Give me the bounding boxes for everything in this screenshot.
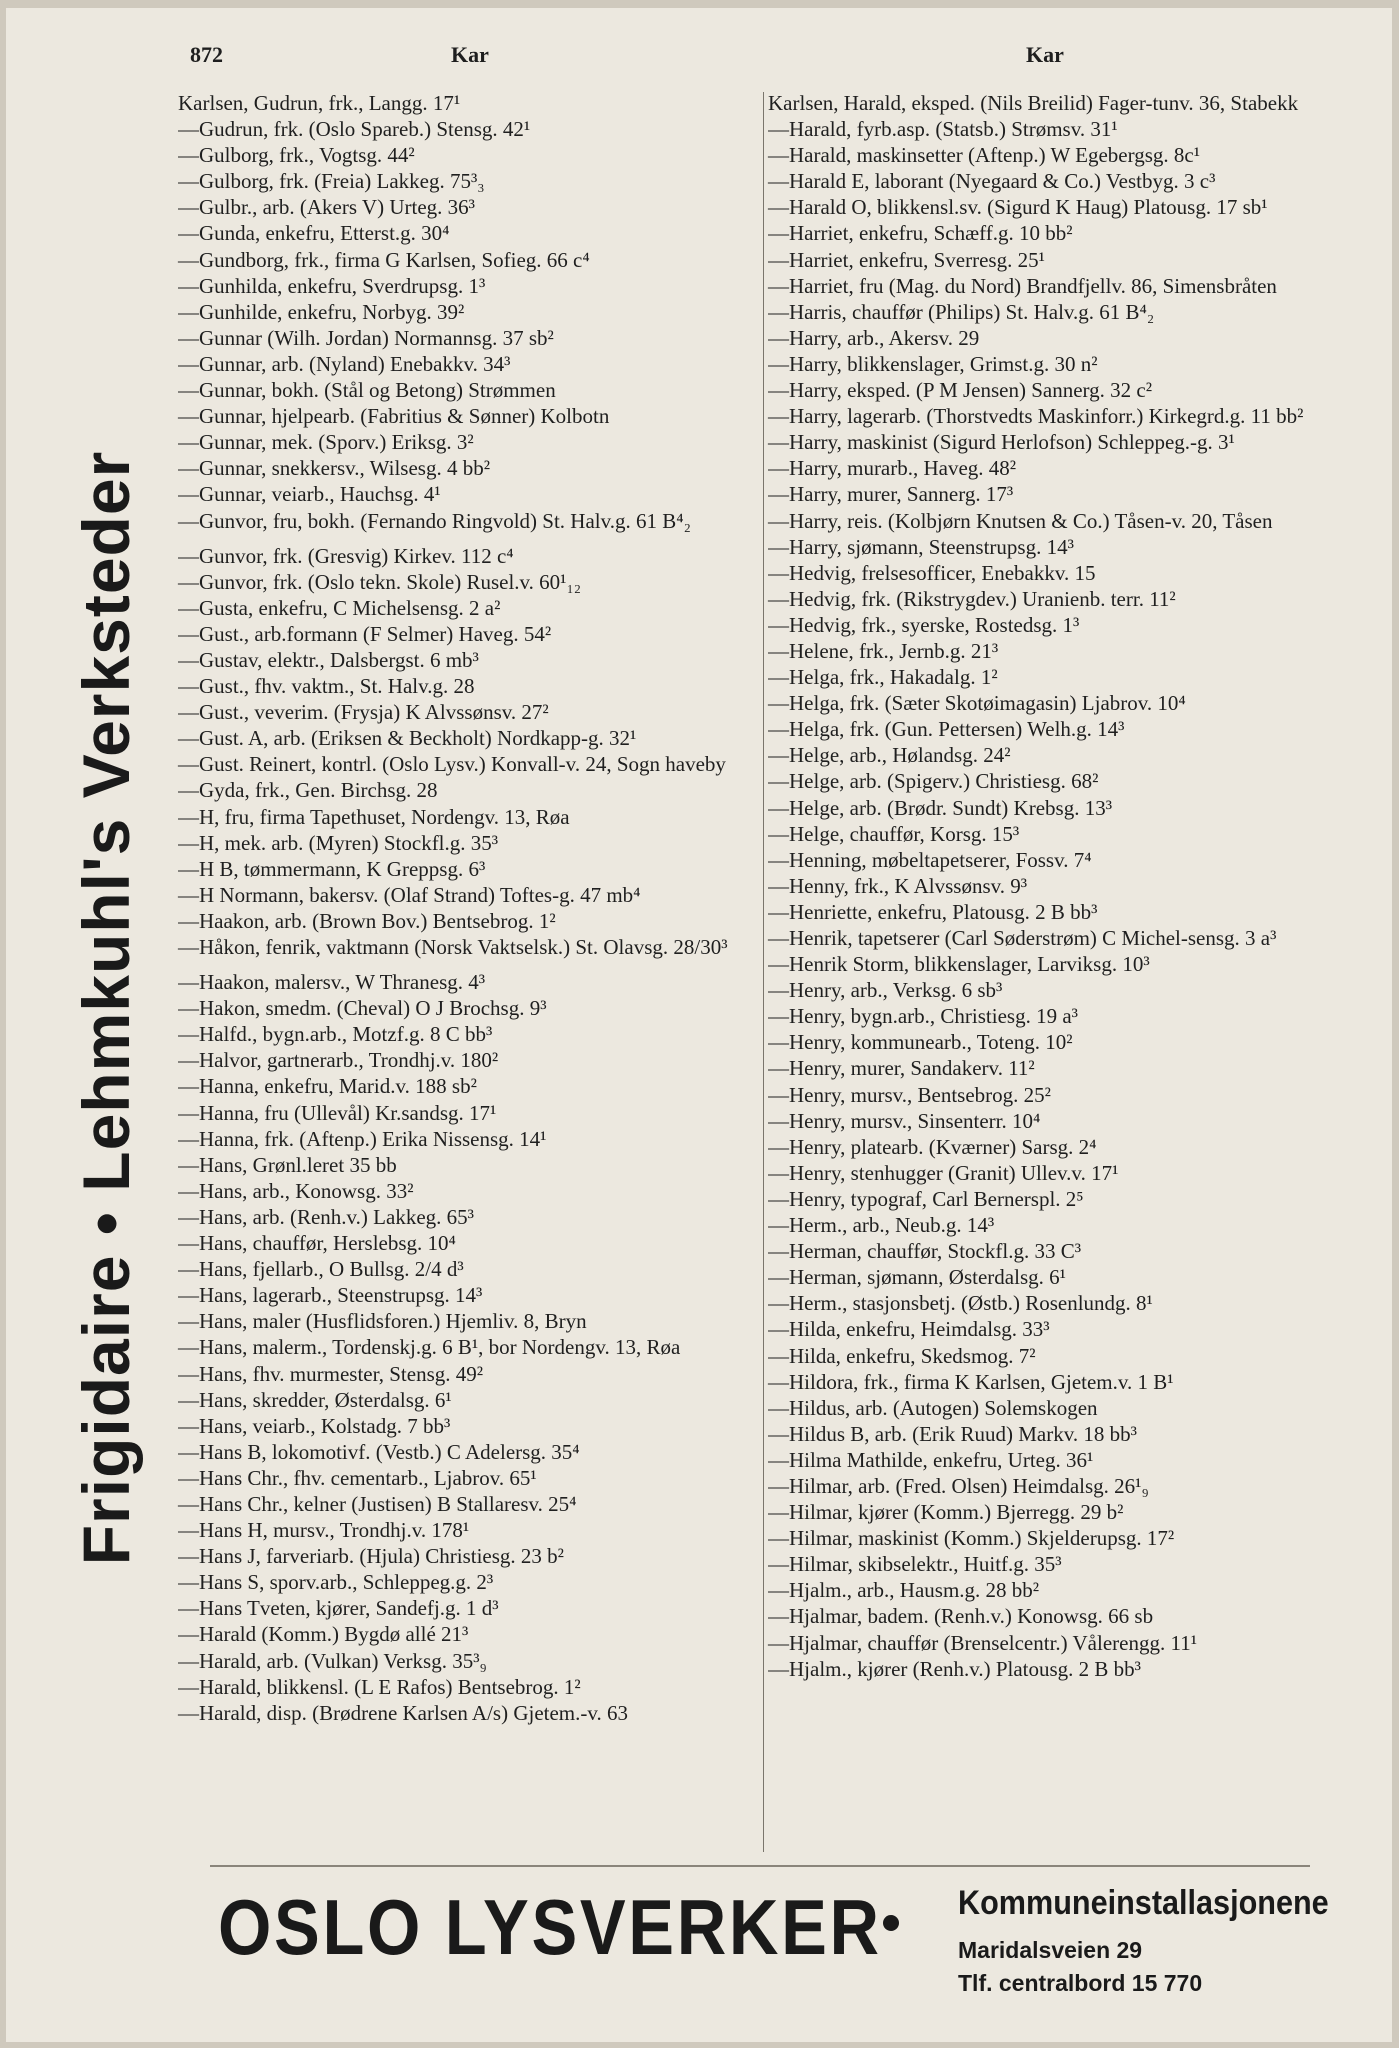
directory-entry: —Harry, lagerarb. (Thorstvedts Maskinforr.) Kirkegrd.g. 11 bb² (768, 404, 1304, 429)
directory-entry: —H B, tømmermann, K Greppsg. 6³ (178, 856, 486, 881)
directory-entry: —Henry, platearb. (Kværner) Sarsg. 2⁴ (768, 1134, 1097, 1159)
directory-entry: —Gulborg, frk., Vogtsg. 44² (178, 143, 415, 168)
directory-entry: —Gundborg, frk., firma G Karlsen, Sofieg. 66 c⁴ (178, 247, 590, 272)
bottom-ad-line2: Maridalsveien 29 (958, 1937, 1143, 1963)
bottom-ad-name: OSLO LYSVERKER (218, 1883, 882, 1971)
directory-entry: —Henning, møbeltapetserer, Fossv. 7⁴ (768, 847, 1092, 872)
directory-entry: —Henry, arb., Verksg. 6 sb³ (768, 978, 1003, 1003)
directory-entry: —Gust., arb.formann (F Selmer) Haveg. 54² (178, 621, 552, 646)
directory-entry: —Gunnar, bokh. (Stål og Betong) Strømmen (178, 378, 556, 403)
directory-entry: —Hedvig, frk., syerske, Rostedsg. 1³ (768, 612, 1080, 637)
directory-entry: —Hilda, enkefru, Heimdalsg. 33³ (768, 1317, 1050, 1342)
right-column-header: Kar (1026, 42, 1064, 67)
directory-entry: —Hans, maler (Husflidsforen.) Hjemliv. 8, Bryn (178, 1309, 587, 1334)
directory-entry: —Gunhilda, enkefru, Sverdrupsg. 1³ (178, 273, 486, 298)
directory-entry: —Hildus, arb. (Autogen) Solemskogen (768, 1395, 1098, 1420)
directory-entry: —Herm., stasjonsbetj. (Østb.) Rosenlundg. 8¹ (768, 1291, 1153, 1316)
directory-entry: —Hjalmar, chauffør (Brenselcentr.) Vålerengg. 11¹ (768, 1630, 1197, 1655)
directory-entry: —Gunnar, arb. (Nyland) Enebakkv. 34³ (178, 351, 511, 376)
directory-entry: —Hakon, smedm. (Cheval) O J Brochsg. 9³ (178, 996, 547, 1021)
bottom-ad-line1: Kommuneinstallasjonene (958, 1884, 1329, 1922)
directory-entry: —Harald, disp. (Brødrene Karlsen A/s) Gjetem.-v. 63 (178, 1700, 629, 1725)
column-divider (763, 92, 764, 1852)
directory-entry: —Henrik Storm, blikkenslager, Larviksg. 10³ (768, 952, 1150, 977)
directory-entry: —Harry, eksped. (P M Jensen) Sannerg. 32 c² (768, 378, 1153, 403)
directory-entry: —Gunnar, veiarb., Hauchsg. 4¹ (178, 482, 441, 507)
directory-entry: —Harry, murer, Sannerg. 17³ (768, 482, 1014, 507)
directory-entry: —Herman, sjømann, Østerdalsg. 6¹ (768, 1265, 1066, 1290)
directory-entry: —Hanna, enkefru, Marid.v. 188 sb² (178, 1074, 477, 1099)
directory-entry: —Gust., veverim. (Frysja) K Alvssønsv. 27² (178, 700, 549, 725)
directory-entry: —H, fru, firma Tapethuset, Nordengv. 13, Røa (178, 804, 570, 829)
directory-entry: —Gunvor, fru, bokh. (Fernando Ringvold) St. Halv.g. 61 B⁴₂ (178, 508, 691, 533)
directory-entry: —Hans, arb., Konowsg. 33² (178, 1178, 414, 1203)
directory-entry: —Gudrun, frk. (Oslo Spareb.) Stensg. 42¹ (178, 117, 531, 142)
directory-entry: —Hans J, farveriarb. (Hjula) Christiesg. 23 b² (178, 1544, 564, 1569)
directory-entry: —Helge, arb. (Brødr. Sundt) Krebsg. 13³ (768, 795, 1112, 820)
directory-entry: —Herman, chauffør, Stockfl.g. 33 C³ (768, 1239, 1082, 1264)
directory-entry: —Harry, maskinist (Sigurd Herlofson) Schleppeg.-g. 3¹ (768, 430, 1235, 455)
directory-entry: —Hjalm., arb., Hausm.g. 28 bb² (768, 1578, 1040, 1603)
directory-entry: —Hans Chr., kelner (Justisen) B Stallaresv. 25⁴ (178, 1491, 577, 1516)
directory-entry: —Hans, lagerarb., Steenstrupsg. 14³ (178, 1283, 483, 1308)
directory-entry: —Gust., fhv. vaktm., St. Halv.g. 28 (178, 674, 475, 699)
directory-entry: —Hildus B, arb. (Erik Ruud) Markv. 18 bb³ (768, 1421, 1137, 1446)
directory-entry: —Helge, arb. (Spigerv.) Christiesg. 68² (768, 769, 1099, 794)
directory-entry: —Håkon, fenrik, vaktmann (Norsk Vaktselsk.) St. Olavsg. 28/30³ (178, 935, 728, 959)
directory-entry: —Gust. Reinert, kontrl. (Oslo Lysv.) Konvall-v. 24, Sogn haveby (178, 752, 726, 777)
directory-entry: —Hilmar, skibselektr., Huitf.g. 35³ (768, 1552, 1062, 1577)
directory-entry: —Hjalmar, badem. (Renh.v.) Konowsg. 66 sb (768, 1604, 1154, 1629)
directory-entry: —Hanna, frk. (Aftenp.) Erika Nissensg. 14¹ (178, 1126, 547, 1151)
directory-page (6, 8, 1392, 2042)
directory-entry: —Helene, frk., Jernb.g. 21³ (768, 638, 999, 663)
bottom-ad-bullet (883, 1915, 899, 1931)
directory-entry: —Harald, arb. (Vulkan) Verksg. 35³₉ (178, 1648, 487, 1673)
left-column-header: Kar (451, 42, 489, 67)
directory-entry: —Helga, frk. (Gun. Pettersen) Welh.g. 14³ (768, 717, 1125, 742)
directory-entry: —Halfd., bygn.arb., Motzf.g. 8 C bb³ (178, 1022, 493, 1047)
directory-entry: —Hans, veiarb., Kolstadg. 7 bb³ (178, 1413, 451, 1438)
directory-entry: —Hilmar, maskinist (Komm.) Skjelderupsg. 17² (768, 1526, 1175, 1551)
directory-entry: —Henry, murer, Sandakerv. 11² (768, 1056, 1035, 1081)
directory-entry: —Gulborg, frk. (Freia) Lakkeg. 75³₃ (178, 169, 485, 194)
directory-entry: —Henry, bygn.arb., Christiesg. 19 a³ (768, 1004, 1078, 1029)
directory-entry: —Gunnar, snekkersv., Wilsesg. 4 bb² (178, 456, 490, 481)
directory-entry: —H, mek. arb. (Myren) Stockfl.g. 35³ (178, 830, 499, 855)
directory-entry: —Gustav, elektr., Dalsbergst. 6 mb³ (178, 647, 479, 672)
directory-entry: Karlsen, Harald, eksped. (Nils Breilid) Fager-tunv. 36, Stabekk (768, 91, 1299, 115)
directory-entry: —Herm., arb., Neub.g. 14³ (768, 1213, 995, 1238)
directory-entry: —Hans, fhv. murmester, Stensg. 49² (178, 1361, 484, 1386)
directory-entry: —Halvor, gartnerarb., Trondhj.v. 180² (178, 1048, 499, 1073)
directory-entry: —Hanna, fru (Ullevål) Kr.sandsg. 17¹ (178, 1100, 497, 1125)
side-advertisement: Frigidaire • Lehmkuhl's Verksteder (69, 450, 143, 1566)
directory-entry: —Harry, murarb., Haveg. 48² (768, 456, 1017, 481)
directory-entry: —Helga, frk., Hakadalg. 1² (768, 665, 998, 690)
page-number: 872 (190, 42, 223, 67)
directory-entry: —Hans, arb. (Renh.v.) Lakkeg. 65³ (178, 1204, 474, 1229)
right-column (768, 90, 1358, 1682)
directory-entry: —Helge, arb., Hølandsg. 24² (768, 743, 1011, 768)
directory-entry: —Hans Tveten, kjører, Sandefj.g. 1 d³ (178, 1596, 499, 1621)
directory-entry: Karlsen, Gudrun, frk., Langg. 17¹ (178, 91, 461, 115)
directory-entry: —H Normann, bakersv. (Olaf Strand) Toftes-g. 47 mb⁴ (178, 882, 641, 907)
directory-entry: —Harry, blikkenslager, Grimst.g. 30 n² (768, 351, 1098, 376)
directory-entry: —Helga, frk. (Sæter Skotøimagasin) Ljabrov. 10⁴ (768, 691, 1186, 716)
directory-entry: —Hans, skredder, Østerdalsg. 6¹ (178, 1387, 452, 1412)
directory-entry: —Gunda, enkefru, Etterst.g. 30⁴ (178, 221, 450, 246)
directory-entry: —Henry, mursv., Sinsenterr. 10⁴ (768, 1108, 1041, 1133)
directory-entry: —Gunnar (Wilh. Jordan) Normannsg. 37 sb² (178, 325, 554, 350)
directory-entry: —Harald, blikkensl. (L E Rafos) Bentsebrog. 1² (178, 1674, 581, 1699)
directory-entry: —Henrik, tapetserer (Carl Søderstrøm) C Michel-sensg. 3 a³ (768, 926, 1277, 950)
directory-entry: —Harry, reis. (Kolbjørn Knutsen & Co.) Tåsen-v. 20, Tåsen (768, 508, 1273, 533)
left-column (178, 90, 758, 1726)
directory-entry: —Henry, mursv., Bentsebrog. 25² (768, 1082, 1051, 1107)
directory-entry: —Gust. A, arb. (Eriksen & Beckholt) Nordkapp-g. 32¹ (178, 726, 637, 751)
directory-entry: —Harald O, blikkensl.sv. (Sigurd K Haug) Platousg. 17 sb¹ (768, 195, 1268, 220)
directory-entry: —Hans, fjellarb., O Bullsg. 2/4 d³ (178, 1257, 464, 1282)
directory-entry: —Harry, arb., Akersv. 29 (768, 325, 980, 350)
directory-entry: —Harris, chauffør (Philips) St. Halv.g. 61 B⁴₂ (768, 299, 1155, 324)
directory-entry: —Hedvig, frelsesofficer, Enebakkv. 15 (768, 560, 1096, 585)
directory-entry: —Hilda, enkefru, Skedsmog. 7² (768, 1343, 1036, 1368)
directory-entry: —Henriette, enkefru, Platousg. 2 B bb³ (768, 899, 1098, 924)
directory-entry: —Harald E, laborant (Nyegaard & Co.) Vestbyg. 3 c³ (768, 169, 1216, 194)
directory-entry: —Hildora, frk., firma K Karlsen, Gjetem.v. 1 B¹ (768, 1369, 1174, 1394)
directory-entry: —Harald, fyrb.asp. (Statsb.) Strømsv. 31¹ (768, 117, 1118, 142)
directory-entry: —Gunvor, frk. (Oslo tekn. Skole) Rusel.v. 60¹₁₂ (178, 569, 582, 594)
directory-entry: —Henny, frk., K Alvssønsv. 9³ (768, 873, 1028, 898)
directory-entry: —Hans H, mursv., Trondhj.v. 178¹ (178, 1518, 470, 1543)
ad-divider (210, 1865, 1310, 1867)
directory-entry: —Hans B, lokomotivf. (Vestb.) C Adelersg. 35⁴ (178, 1439, 580, 1464)
directory-entry: —Harriet, enkefru, Sverresg. 25¹ (768, 247, 1045, 272)
directory-entry: —Harry, sjømann, Steenstrupsg. 14³ (768, 534, 1074, 559)
directory-entry: —Haakon, malersv., W Thranesg. 4³ (178, 970, 486, 995)
directory-entry: —Hans, malerm., Tordenskj.g. 6 B¹, bor Nordengv. 13, Røa (178, 1335, 681, 1360)
directory-entry: —Hilma Mathilde, enkefru, Urteg. 36¹ (768, 1447, 1094, 1472)
directory-entry: —Gulbr., arb. (Akers V) Urteg. 36³ (178, 195, 475, 220)
directory-entry: —Hjalm., kjører (Renh.v.) Platousg. 2 B bb³ (768, 1656, 1141, 1681)
directory-entry: —Hans Chr., fhv. cementarb., Ljabrov. 65¹ (178, 1465, 537, 1490)
directory-entry: —Henry, typograf, Carl Bernerspl. 2⁵ (768, 1186, 1084, 1211)
directory-entry: —Henry, stenhugger (Granit) Ullev.v. 17¹ (768, 1160, 1119, 1185)
directory-entry: —Harald, maskinsetter (Aftenp.) W Egebergsg. 8c¹ (768, 143, 1201, 168)
directory-entry: —Gunnar, hjelpearb. (Fabritius & Sønner) Kolbotn (178, 404, 610, 429)
directory-entry: —Gunnar, mek. (Sporv.) Eriksg. 3² (178, 430, 474, 455)
directory-entry: —Gunhilde, enkefru, Norbyg. 39² (178, 299, 465, 324)
directory-entry: —Harriet, enkefru, Schæff.g. 10 bb² (768, 221, 1073, 246)
bottom-ad-line3: Tlf. centralbord 15 770 (958, 1970, 1203, 1996)
directory-entry: —Helge, chauffør, Korsg. 15³ (768, 821, 1020, 846)
directory-entry: —Hans, chauffør, Herslebsg. 10⁴ (178, 1231, 456, 1256)
directory-entry: —Harald (Komm.) Bygdø allé 21³ (178, 1622, 469, 1647)
directory-entry: —Hans, Grønl.leret 35 bb (178, 1152, 397, 1177)
directory-entry: —Harriet, fru (Mag. du Nord) Brandfjellv. 86, Simensbråten (768, 273, 1277, 298)
directory-entry: —Hilmar, arb. (Fred. Olsen) Heimdalsg. 26¹₉ (768, 1473, 1149, 1498)
directory-entry: —Gunvor, frk. (Gresvig) Kirkev. 112 c⁴ (178, 543, 514, 568)
directory-entry: —Hedvig, frk. (Rikstrygdev.) Uranienb. terr. 11² (768, 586, 1176, 611)
directory-entry: —Haakon, arb. (Brown Bov.) Bentsebrog. 1² (178, 908, 556, 933)
directory-entry: —Hilmar, kjører (Komm.) Bjerregg. 29 b² (768, 1500, 1124, 1525)
directory-entry: —Gusta, enkefru, C Michelsensg. 2 a² (178, 595, 501, 620)
directory-entry: —Gyda, frk., Gen. Birchsg. 28 (178, 778, 438, 803)
directory-entry: —Hans S, sporv.arb., Schleppeg.g. 2³ (178, 1570, 494, 1595)
directory-entry: —Henry, kommunearb., Toteng. 10² (768, 1030, 1073, 1055)
